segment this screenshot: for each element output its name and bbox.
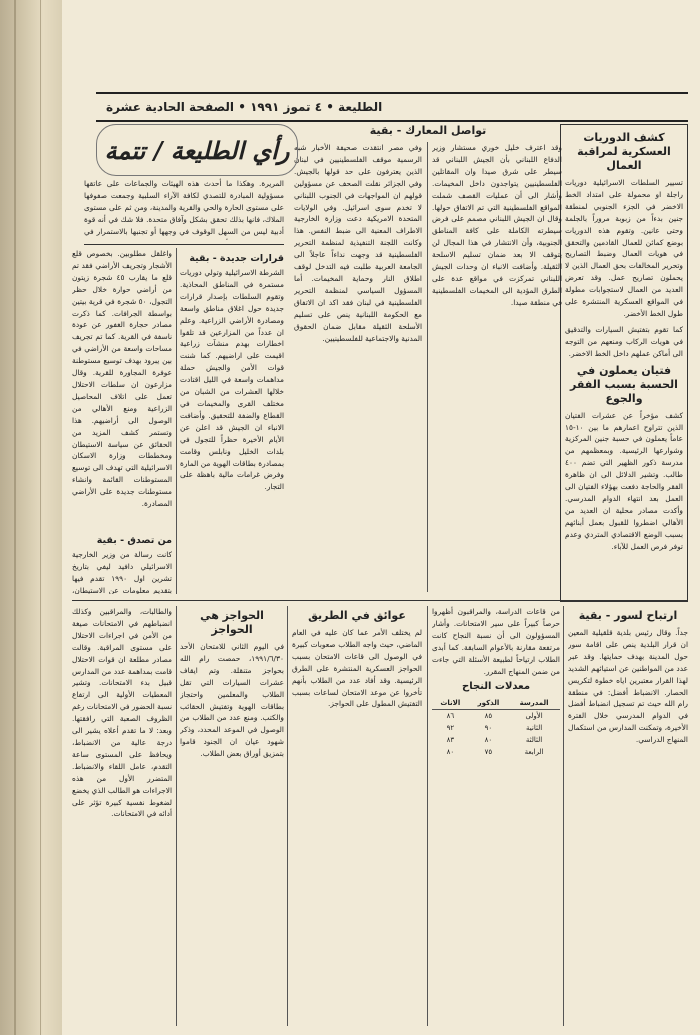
fronts-title-wrap [294, 124, 562, 140]
page-header-text: الطليعة • ٤ تموز ١٩٩١ • الصفحة الحادية عشرة [106, 100, 383, 114]
youth-work-title: فتيان يعملون في الحسبة بسبب الفقر والجوع [570, 363, 678, 405]
fronts-title: تواصل المعارك - بقية [369, 124, 487, 137]
road-obstacles-title: عوائق في الطريق [308, 609, 406, 622]
new-decisions-article [180, 248, 284, 594]
column-divider [427, 142, 428, 592]
table-row [432, 734, 560, 746]
siege-body: جداً. وقال رئيس بلدية قلقيلية المعين ان قرار البلدية ينص على اقامة سور حول المدينة بهدف حمايتها. وقد عبر عدد من المواطنين عن استيائهم الشديد لهذا القرار معتبرين اياه خطوة لتكريس الحصار. الانضباط أفضل: في منطقة رام الله حيث تم تسجيل انضباط أفضل في الدوام المدرسي خلال الفترة الأخيرة، وتمكنت المدارس من استكمال المنهاج الدراسي. [568, 628, 688, 745]
table-row [432, 722, 560, 734]
table-cell: ٨٦ [446, 712, 455, 721]
barriers-article [180, 606, 284, 1026]
pass-rates-title: معدلات النجاح [461, 681, 531, 693]
ratify-title: من تصدق - بقية [96, 535, 172, 546]
table-row [432, 746, 560, 758]
ratify-body: كانت رسالة من وزير الخارجية الاسرائيلي دافيد ليفي بتاريخ تشرين اول ١٩٩٠ تقدم فيها بتقديم معلومات عن الاستيطان، [72, 550, 172, 594]
table-cell: ٨٥ [484, 712, 493, 721]
fronts-col2-text: وفي مصر انتقدت صحيفة الأخبار شبه الرسمية موقف الفلسطينيين في لبنان الذين يعترفون على حد قولها بالجيش. وفي الجزائر نقلت الصحف عن مسؤولين قولهم ان المواجهات في الجنوب اللبناني لا تخدم سوى اسرائيل. وفي الولايات المتحدة الامريكية دعت وزارة الخارجية الاطراف المعنية الى ضبط النفس. هذا وكانت اللجنة التنفيذية لمنظمة التحرير الفلسطينية قد وجهت نداءاً عاجلاً الى الجامعة العربية طلبت فيه التدخل لوقف اطلاق النار وحماية المخيمات. أما المسؤول السياسي لمنظمة التحرير الفلسطينية في لبنان فقد اكد ان الاتفاق مع الحكومة اللبنانية ينص على تسليم الأسلحة الثقيلة مقابل ضمان الحقوق المدنية والاجتماعية للفلسطينيين. [294, 143, 422, 343]
siege-body-2: من قاعات الدراسة، والمراقبون أظهروا حرصاً كبيراً على سير الامتحانات. وأشار المسؤولون الى أن نسبة النجاح كانت مرتفعة مقارنة بالأعوام السابقة. كما أبدى الطلاب ارتياحاً لطبيعة الأسئلة التي جاءت من ضمن المنهاج المقرر. [432, 607, 560, 676]
new-decisions-body: الشرطة الاسرائيلية وتولي دوريات مستمرة في المناطق المحاذية. وتقوم السلطات بإصدار قرارات جديدة حول اغلاق مناطق واسعة ومصادرة الأراضي الزراعية. وعلم ان عدداً من المزارعين قد تلقوا اخطارات بهدم منشآت زراعية اقيمت على اراضيهم. كما شنت قوات الأمن والجيش حملة مداهمات واسعة في الليل اقتادت خلالها العشرات من الشبان من مختلف القرى والمخيمات في القطاع والضفة للتحقيق. وأضافت الانباء ان الجيش قد اعلن عن الأيام الأخيرة حظراً للتجول في بلدات الخليل ونابلس وقامت بمصادرة بطاقات الهوية من المارة وفرض غرامات مالية باهظة على التجار. [180, 268, 284, 492]
table-cell: ٧٥ [484, 748, 493, 757]
opinion-divider [84, 244, 284, 245]
opinion-body [84, 178, 284, 240]
siege-article [568, 606, 688, 1026]
opinion-body-text: المريرة. وهكذا ما أحدث هذه الهيئات والجماعات على عاتقها مسؤولية المبادرة للتصدي لكافة الآراء السلبية وجمعت صفوفها على مستوى الحارة والحي والقرية والمدينة، ومن ثم على مستوى الملاك، فانها بذلك تحقق بشكل وآفاق متحدة. فلا شك في أنه قوة أدبية ليس من السهل الوقوف في وجهها أو تجنبها بالاستمرار في [84, 179, 284, 236]
measures-article [72, 606, 172, 1026]
table-header: الذكور [469, 697, 508, 710]
table-cell: الثانية [526, 724, 543, 733]
military-patrols-body: تسيير السلطات الاسرائيلية دوريات راجلة او محمولة على امتداد الخط الاخضر في الجزء الجنوبي لمنطقة جنين بدءاً من زبوبة مروراً بالجلمة وحتى عانين. وتقوم هذه الدوريات بوضع كمائن للعمال القادمين والتحقق في هويات العمال وضبط التصاريح وتحرير المخالفات بحق العمال الذين لا يحملون تصاريح عمل. وقد تعرض العديد من العمال لاستجوابات مطولة في المواقع العسكرية المنتشرة على طول الخط الأخضر. [565, 178, 683, 318]
new-decisions-title: قرارات جديدة - بقية [189, 253, 284, 264]
table-header: المدرسة [508, 697, 560, 710]
land-body: واغلقل مطلوبين. بخصوص قلع الأشجار وتجريف الأراضي فقد تم قلع ما يقارب ٤٥ شجرة زيتون من أراضي حوارة خلال حظر التجول، ٥٠ شجرة في قرية بيتين بواسطة الجرافات. كما ذكرت مصادر حجارة الغفور عن عودة ناسفة في القرية. كما تم تجريف مساحات واسعة من الأراضي في بين يبرود بهدف توسيع مستوطنة عوفرة المجاورة للقرية. وقال مزارعون ان سلطات الاحتلال تعمل على اتلاف المحاصيل الزراعية ومنع الأهالي من الوصول الى أراضيهم. هذا وتستمر كشف المزيد من الحقائق عن سياسة الاستيطان ومخططات وزارة الاسكان الاسرائيلية التي تهدف الى توسيع المستوطنات القائمة وانشاء مستوطنات جديدة على الأراضي المصادرة. [72, 249, 172, 509]
opinion-title [96, 124, 298, 176]
opinion-title-text: رأي الطليعة / تتمة [104, 135, 290, 165]
road-obstacles-body: لم يختلف الأمر عما كان عليه في العام الماضي، حيث واجه الطلاب صعوبات كبيرة في الوصول الى قاعات الامتحان بسبب الحواجز العسكرية المنتشرة على الطرق الرئيسية. وقد أفاد عدد من الطلاب بأنهم تأخروا عن موعد الامتحان لساعات بسبب التفتيش المطول على الحواجز. [292, 628, 422, 709]
table-cell: ٨٣ [446, 736, 455, 745]
column-divider [176, 248, 177, 594]
table-cell: ٨٠ [446, 748, 455, 757]
fronts-column-1 [432, 142, 562, 592]
military-patrols-body-2: كما تقوم بتفتيش السيارات والتدقيق في هويات الركاب ومنعهم من التوجه الى أماكن عملهم داخل الخط الاخضر. [565, 324, 683, 358]
column-divider [563, 606, 564, 1026]
military-patrols-title: كشف الدوريات العسكرية لمراقبة العمال [577, 131, 671, 172]
fronts-column-2 [294, 142, 422, 592]
fronts-col1-text: وقد اعترف خليل خوري مستشار وزير الدفاع اللبناني بأن الجيش اللبناني قد سيطر على شرق صيدا وان المقاتلين الفلسطينيين يتواجدون داخل المخيمات. وأشار الى أن عمليات القصف شملت المواقع الفلسطينية التي تم الاتفاق حولها. وقال ان الجيش اللبناني مصمم على فرض سيطرته الكاملة على كافة المناطق الجنوبية، وأن الانتشار في هذا المجال لن يتوقف الا بعد ضمان تسليم الاسلحة الثقيلة. وأضافت الانباء ان وحدات الجيش اللبناني تمركزت في مواقع عدة على الطرق المؤدية الى المخيمات الفلسطينية في منطقة صيدا. [432, 143, 562, 307]
road-obstacles-article [292, 606, 422, 1026]
column-divider [427, 606, 428, 1026]
ratify-article [72, 530, 172, 594]
military-patrols-article [560, 124, 688, 602]
youth-work-body: كشف مؤخراً عن عشرات الفتيان الذين تتراوح اعمارهم ما بين ١٠-١٥ عاماً يعملون في حسبة جنين المركزية وشوارعها الرئيسية. وبمعظمهم من مدرسة ذكور الظهير التي تضم ٤٠٠ طالب. وتشير الدلائل الى ان ظاهرة الفقر والحاجة دفعت بهؤلاء الفتيان الى العمل بعد انتهاء الدوام المدرسي. وأكدت مصادر محلية ان العديد من الأهالي اضطروا للقبول بعمل أبنائهم بسبب الوضع الاقتصادي المتردي وعدم توفر فرص العمل للآباء. [565, 410, 683, 551]
book-binding [0, 0, 62, 1035]
siege-title: ارتباح لسور - بقية [578, 609, 678, 622]
column-divider [287, 606, 288, 1026]
table-cell: الأولى [525, 712, 543, 721]
barriers-body: في اليوم الثاني للامتحان الأحد ١٩٩١/٦/٣٠، حمصت رام الله بحواجز متنقلة. وتم ايقاف عشرات السيارات التي تقل الطلاب والمعلمين واحتجاز بطاقات الهوية وتفتيش الحقائب والكتب. ومنع عدد من الطلاب من الوصول في الموعد المحدد، وذكر شهود عيان ان الجنود قاموا بتمزيق أوراق بعض الطلاب. [180, 642, 284, 759]
table-header: الاناث [432, 697, 469, 710]
siege-column-2 [432, 606, 560, 1026]
measures-body: والطالبات، والمراقبين وكذلك انضباطهم في الامتحانات صيغة من الأمن في اجراءات الاحتلال على مستوى المراقبة. وقالت مصادر مطلعة ان قوات الاحتلال قامت بمداهمة عدد من المدارس قبيل بدء الامتحانات. وتشير المعطيات الأولية الى ارتفاع نسبة الحضور في الامتحانات رغم الظروف الصعبة التي رافقتها. وبعد: لا ما تقدم أعلاه يشير الى درجة عالية من الانضباط، ويحافظ على المستوى ساعة التقدم، عامل اللقاء والانضباط. المتضرر الأول من هذه الاجراءات هو الطالب الذي يخضع لضغوط نفسية كبيرة تؤثر على أدائه في الامتحانات. [72, 607, 172, 819]
barriers-title: الحواجز هي الحواجز [200, 609, 264, 636]
table-row [432, 710, 560, 723]
table-cell: الرابعة [524, 748, 544, 757]
pass-rates-table [432, 697, 560, 758]
table-cell: الثالثة [525, 736, 543, 745]
newspaper-page [62, 0, 700, 1035]
table-cell: ٩٢ [446, 724, 455, 733]
page-header [96, 92, 688, 122]
column-divider [176, 606, 177, 1026]
section-divider [72, 600, 688, 601]
table-cell: ٩٠ [484, 724, 493, 733]
land-article [72, 248, 172, 528]
table-cell: ٨٠ [484, 736, 493, 745]
